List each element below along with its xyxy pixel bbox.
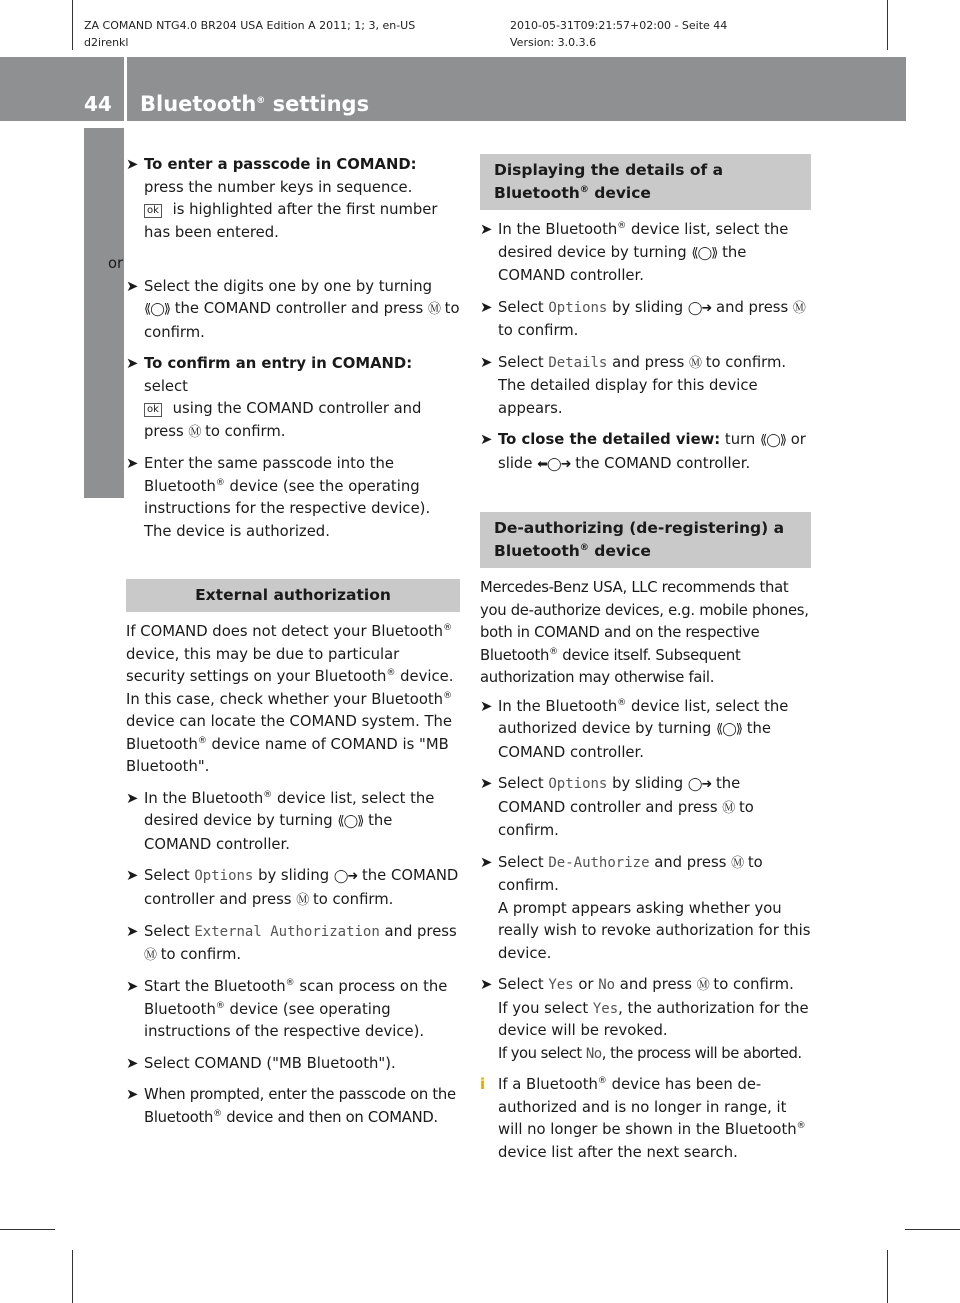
info-note: i If a Bluetooth® device has been de-authorized and is no longer in range, it will no longer be shown in the Bluetooth® device list after the next search.	[480, 1076, 806, 1161]
step-arrow-icon: ➤	[126, 923, 139, 940]
title-text: Bluetooth	[140, 92, 257, 116]
step-arrow-icon: ➤	[126, 789, 139, 807]
step: ➤ In the Bluetooth® device list, select the authorized device by turning ⟪◯⟫ the COMAND controller.	[480, 697, 789, 761]
side-section-label: System settings	[82, 306, 106, 498]
section-heading-de-authorizing: De-authorizing (de-registering) a Bluetooth® device	[480, 512, 811, 568]
section-heading-external-authorization: External authorization	[126, 579, 460, 612]
right-column	[480, 154, 811, 1164]
step: ➤ Select Options by sliding ◯➜ and press Ⓜ to confirm.	[480, 298, 805, 339]
step-arrow-icon: ➤	[126, 277, 139, 295]
turn-controller-icon: ⟪◯⟫	[691, 245, 718, 261]
step-arrow-icon: ➤	[126, 455, 139, 472]
step-arrow-icon: ➤	[126, 978, 139, 995]
press-controller-icon: Ⓜ	[792, 300, 805, 316]
meta-line: ZA COMAND NTG4.0 BR204 USA Edition A 2011; 1; 3, en-US	[84, 19, 416, 32]
menu-item-options: Options	[548, 776, 608, 792]
step-arrow-icon: ➤	[480, 353, 493, 371]
turn-controller-icon: ⟪◯⟫	[144, 302, 171, 317]
step-note: ok is highlighted after the first number has been entered.	[144, 201, 438, 241]
step: ➤ Select Options by sliding ◯➜ the COMAND controller and press Ⓜ to confirm.	[480, 775, 754, 839]
crop-mark	[72, 1250, 73, 1303]
header-band	[0, 57, 906, 121]
turn-controller-icon: ⟪◯⟫	[760, 433, 787, 448]
step-arrow-icon: ➤	[480, 221, 493, 238]
step: ➤ Start the Bluetooth® scan process on the Bluetooth® device (see operating instructions of the respective device).	[126, 978, 448, 1040]
press-controller-icon: Ⓜ	[722, 800, 735, 816]
title-text: settings	[265, 92, 370, 116]
step: ➤ To close the detailed view: turn ⟪◯⟫ or slide ⬅◯➜ the COMAND controller.	[480, 431, 806, 472]
header-divider	[124, 57, 127, 121]
page-title	[140, 92, 369, 116]
step-arrow-icon: ➤	[480, 697, 493, 715]
step-arrow-icon: ➤	[126, 156, 139, 173]
press-controller-icon: Ⓜ	[144, 947, 157, 963]
step: ➤ In the Bluetooth® device list, select the desired device by turning ⟪◯⟫ the COMAND controller.	[126, 789, 435, 853]
print-meta-left	[84, 17, 415, 51]
turn-controller-icon: ⟪◯⟫	[337, 814, 364, 829]
menu-item-external-authorization: External Authorization	[194, 924, 380, 940]
press-controller-icon: Ⓜ	[731, 855, 744, 871]
crop-mark	[887, 1250, 888, 1303]
title-reg: ®	[256, 96, 266, 106]
step: ➤ Select COMAND ("MB Bluetooth").	[126, 1053, 460, 1076]
menu-item-yes: Yes	[548, 977, 574, 993]
slide-controller-icon: ◯➜	[687, 777, 712, 792]
step-arrow-icon: ➤	[480, 431, 493, 448]
crop-mark	[905, 1229, 960, 1230]
step: ➤ Select Details and press Ⓜ to confirm. The detailed display for this device appears.	[480, 353, 787, 417]
menu-item-details: Details	[548, 354, 608, 371]
press-controller-icon: Ⓜ	[296, 892, 309, 908]
step: ➤ Select De-Authorize and press Ⓜ to confirm. A prompt appears asking whether you really wish to revoke authorization for this device.	[480, 853, 811, 962]
menu-item-options: Options	[194, 868, 254, 884]
step: ➤ Select Options by sliding ◯➜ the COMAND controller and press Ⓜ to confirm.	[126, 867, 459, 908]
step: ➤ When prompted, enter the passcode on the Bluetooth® device and then on COMAND.	[126, 1086, 456, 1126]
step-arrow-icon: ➤	[126, 355, 139, 372]
paragraph: If COMAND does not detect your Bluetooth® device, this may be due to particular security settings on your Bluetooth® device. In this case, check whether your Bluetooth® device can locate the COMAND system. The Bluetooth® device name of COMAND is "MB Bluetooth".	[126, 623, 454, 775]
step: ➤ Select External Authorization and press Ⓜ to confirm.	[126, 923, 457, 963]
step-arrow-icon: ➤	[480, 775, 493, 792]
slide-controller-icon: ⬅◯➜	[537, 456, 571, 472]
step-arrow-icon: ➤	[126, 867, 139, 884]
left-column	[108, 154, 460, 1138]
section-heading-displaying-details: Displaying the details of a Bluetooth® device	[480, 154, 811, 210]
turn-controller-icon: ⟪◯⟫	[715, 722, 742, 737]
step: ➤ Select the digits one by one by turning ⟪◯⟫ the COMAND controller and press Ⓜ to confirm.	[126, 277, 460, 341]
menu-item-options: Options	[548, 299, 608, 316]
press-controller-icon: Ⓜ	[427, 302, 440, 317]
step-arrow-icon: ➤	[480, 853, 493, 871]
slide-controller-icon: ◯➜	[333, 869, 358, 884]
step: ➤ To confirm an entry in COMAND: select ok using the COMAND controller and press Ⓜ to confirm.	[126, 355, 422, 440]
step-arrow-icon: ➤	[480, 976, 493, 993]
step: ➤ In the Bluetooth® device list, select the desired device by turning ⟪◯⟫ the COMAND controller.	[480, 221, 789, 284]
slide-controller-icon: ◯➜	[687, 300, 712, 316]
ok-icon: ok	[144, 204, 162, 218]
step-arrow-icon: ➤	[126, 1054, 139, 1072]
menu-item-no: No	[598, 977, 616, 993]
step: ➤ Select Yes or No and press Ⓜ to confirm. If you select Yes, the authorization for the device will be revoked. If you select No, the process will be aborted.	[480, 976, 809, 1062]
crop-mark	[887, 0, 888, 50]
meta-line: Version: 3.0.3.6	[510, 36, 597, 49]
step: ➤ To enter a passcode in COMAND: press the number keys in sequence.	[126, 156, 417, 196]
crop-mark	[0, 1229, 55, 1230]
or-text: or	[108, 255, 124, 272]
info-icon: i	[480, 1076, 486, 1093]
paragraph: Mercedes-Benz USA, LLC recommends that you de-authorize devices, e.g. mobile phones, both in COMAND and on the respective Bluetooth® device itself. Subsequent authorization may otherwise fail.	[480, 579, 809, 686]
meta-line: d2irenkl	[84, 36, 129, 49]
press-controller-icon: Ⓜ	[188, 424, 201, 440]
page-number: 44	[84, 92, 112, 116]
step-arrow-icon: ➤	[480, 298, 493, 316]
print-meta-right	[510, 17, 727, 51]
menu-item-de-authorize: De-Authorize	[548, 854, 650, 871]
step-arrow-icon: ➤	[126, 1086, 139, 1103]
step: ➤ Enter the same passcode into the Bluetooth® device (see the operating instructions for the respective device). The device is authorized.	[126, 455, 431, 540]
ok-icon: ok	[144, 403, 162, 417]
meta-line: 2010-05-31T09:21:57+02:00 - Seite 44	[510, 19, 728, 32]
crop-mark	[72, 0, 73, 50]
press-controller-icon: Ⓜ	[689, 355, 702, 371]
press-controller-icon: Ⓜ	[696, 978, 709, 993]
